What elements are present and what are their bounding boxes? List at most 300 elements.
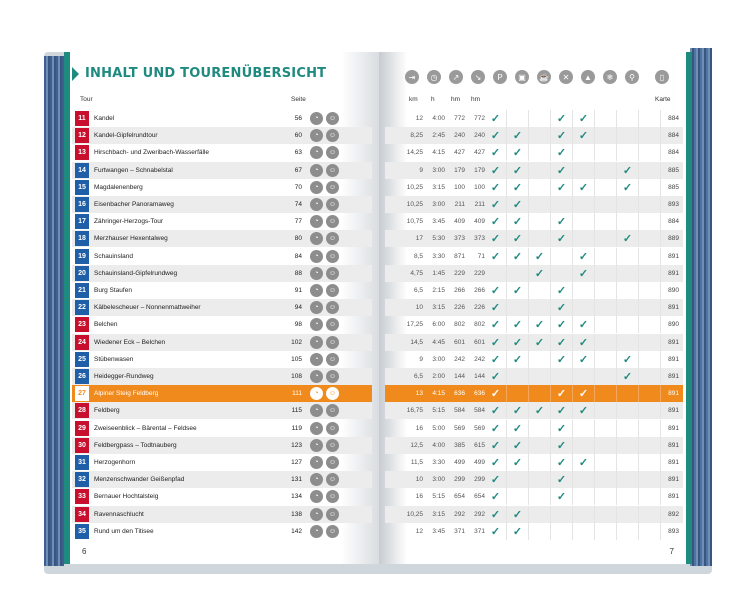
tour-map-number: 892	[668, 510, 679, 518]
clock-icon: ◷	[427, 70, 441, 84]
tour-stats-row	[385, 437, 683, 454]
feature-check	[573, 523, 595, 540]
tour-descent: 292	[474, 510, 485, 518]
tour-row	[72, 420, 372, 437]
difficulty-icons	[310, 129, 339, 142]
tour-descent: 772	[474, 115, 485, 122]
feature-check: ✓	[551, 334, 573, 351]
tour-descent: 229	[474, 269, 485, 277]
tour-name: Kälbelescheuer – Nonnenmattweiher	[94, 304, 201, 312]
tour-map-number: 891	[668, 424, 679, 432]
tour-row	[72, 402, 372, 419]
feature-check	[595, 454, 617, 471]
tour-map-number: 891	[668, 269, 679, 277]
feature-check	[595, 213, 617, 230]
feature-check	[639, 299, 661, 316]
feature-check	[573, 299, 595, 316]
feature-check: ✓	[507, 506, 529, 523]
feature-check: ✓	[485, 523, 507, 540]
tour-name: Kandel	[94, 115, 115, 122]
feature-check: ✓	[573, 334, 595, 351]
feature-check	[529, 282, 551, 299]
feature-check	[529, 144, 551, 161]
tour-descent: 654	[474, 493, 485, 501]
tour-name: Heidegger-Rundweg	[94, 373, 154, 380]
tour-row	[72, 144, 372, 161]
tour-row	[72, 523, 372, 540]
tour-row	[72, 316, 372, 333]
tour-number-badge: 35	[75, 524, 89, 539]
feature-check	[639, 488, 661, 505]
feature-check	[639, 316, 661, 333]
tour-ascent: 601	[454, 338, 465, 346]
tour-number-badge: 11	[75, 111, 89, 126]
col-header-hm-up: hm	[451, 96, 461, 103]
tour-number-badge: 20	[75, 266, 89, 281]
feature-check: ✓	[485, 110, 507, 127]
feature-check: ✓	[485, 471, 507, 488]
feature-check	[529, 488, 551, 505]
tour-duration: 5:30	[432, 235, 445, 243]
family-icon: ☺	[326, 181, 339, 194]
tour-descent: 100	[474, 183, 485, 191]
ascent-icon: ↗	[449, 70, 463, 84]
tour-km: 9	[419, 166, 423, 174]
feature-check	[529, 110, 551, 127]
feature-check	[595, 230, 617, 247]
feature-check: ✓	[507, 420, 529, 437]
feature-check	[529, 420, 551, 437]
page-number-left: 6	[82, 547, 87, 556]
difficulty-icon: ◔	[310, 215, 323, 228]
tour-name: Herzogenhorn	[94, 459, 136, 466]
tour-ascent: 371	[454, 527, 465, 535]
tour-descent: 601	[474, 338, 485, 346]
tour-stats-row	[385, 471, 683, 488]
feature-check	[507, 299, 529, 316]
tour-page: 134	[291, 493, 302, 501]
feature-check: ✓	[485, 282, 507, 299]
feature-check: ✓	[485, 162, 507, 179]
tour-ascent: 499	[454, 459, 465, 466]
descent-icon: ↘	[471, 70, 485, 84]
col-header-hm-down: hm	[471, 96, 481, 103]
difficulty-icon: ◔	[310, 387, 323, 400]
feature-check: ✓	[551, 437, 573, 454]
tour-descent: 615	[474, 441, 485, 449]
tour-duration: 3:15	[432, 183, 445, 191]
feature-check	[529, 506, 551, 523]
feature-check	[617, 265, 639, 282]
feature-check: ✓	[485, 454, 507, 471]
right-page	[379, 52, 692, 564]
tour-number-badge: 29	[75, 421, 89, 436]
restaurant-icon: ☕	[537, 70, 551, 84]
col-header-seite: Seite	[291, 96, 306, 103]
tour-row	[72, 196, 372, 213]
difficulty-icons	[310, 490, 339, 503]
tour-stats-row	[385, 351, 683, 368]
tour-page: 74	[294, 201, 302, 208]
feature-check: ✓	[485, 299, 507, 316]
feature-check	[507, 488, 529, 505]
tour-ascent: 292	[454, 510, 465, 518]
page-title: INHALT UND TOURENÜBERSICHT	[85, 66, 327, 81]
difficulty-icon: ◔	[310, 336, 323, 349]
difficulty-icon: ◔	[310, 284, 323, 297]
tour-map-number: 891	[668, 390, 679, 398]
feature-check	[639, 179, 661, 196]
feature-check	[529, 213, 551, 230]
difficulty-icons	[310, 508, 339, 521]
feature-check: ✓	[551, 127, 573, 144]
feature-check	[595, 248, 617, 265]
feature-check	[529, 385, 551, 402]
feature-check: ✓	[485, 506, 507, 523]
tour-number-badge: 17	[75, 214, 89, 229]
tour-number-badge: 28	[75, 403, 89, 418]
family-icon: ☺	[326, 215, 339, 228]
tour-descent: 373	[474, 235, 485, 243]
difficulty-icon: ◔	[310, 508, 323, 521]
feature-check: ✓	[507, 196, 529, 213]
feature-check	[617, 213, 639, 230]
tour-name: Feldberg	[94, 407, 120, 415]
tour-map-number: 891	[668, 441, 679, 449]
family-icon: ☺	[326, 439, 339, 452]
difficulty-icons	[310, 473, 339, 486]
tour-descent: 636	[474, 390, 485, 398]
feature-check: ✓	[617, 230, 639, 247]
tour-name: Bernauer Hochtalsteig	[94, 493, 159, 501]
feature-check	[639, 265, 661, 282]
feature-check	[551, 196, 573, 213]
feature-check	[639, 523, 661, 540]
difficulty-icons	[310, 370, 339, 383]
difficulty-icons	[310, 164, 339, 177]
feature-check	[639, 144, 661, 161]
feature-check: ✓	[551, 162, 573, 179]
feature-check	[617, 248, 639, 265]
tour-descent: 71	[477, 252, 485, 260]
feature-check	[551, 506, 573, 523]
feature-check: ✓	[551, 471, 573, 488]
tour-ascent: 409	[454, 218, 465, 226]
feature-check	[639, 351, 661, 368]
tour-number-badge: 18	[75, 231, 89, 246]
tour-page: 105	[291, 355, 302, 363]
tour-stats-row	[385, 144, 683, 161]
bus-icon: ▣	[515, 70, 529, 84]
difficulty-icons	[310, 456, 339, 469]
family-icon: ☺	[326, 129, 339, 142]
feature-check	[639, 282, 661, 299]
tour-stats-row	[385, 196, 683, 213]
difficulty-icons	[310, 422, 339, 435]
feature-check	[639, 334, 661, 351]
tour-page: 63	[294, 149, 302, 157]
tour-ascent: 636	[454, 390, 465, 398]
tour-map-number: 891	[668, 373, 679, 380]
feature-check: ✓	[485, 213, 507, 230]
tour-map-number: 885	[668, 166, 679, 174]
difficulty-icons	[310, 353, 339, 366]
tour-stats-row	[385, 213, 683, 230]
feature-check: ✓	[617, 179, 639, 196]
col-header-karte: Karte	[655, 96, 671, 103]
tour-row	[72, 282, 372, 299]
feature-check	[617, 420, 639, 437]
col-header-km: km	[409, 96, 418, 103]
tour-map-number: 884	[668, 218, 679, 226]
feature-check	[639, 230, 661, 247]
tour-km: 16,75	[406, 407, 423, 415]
family-icon: ☺	[326, 198, 339, 211]
feature-check	[551, 523, 573, 540]
feature-check	[573, 437, 595, 454]
feature-check	[617, 488, 639, 505]
tour-km: 9	[419, 355, 423, 363]
tour-map-number: 891	[668, 338, 679, 346]
feature-check: ✓	[573, 385, 595, 402]
feature-check	[595, 402, 617, 419]
tour-duration: 3:00	[432, 201, 445, 208]
col-header-tour: Tour	[80, 96, 93, 103]
feature-check	[639, 196, 661, 213]
tour-name: Burg Staufen	[94, 287, 132, 294]
feature-check	[551, 248, 573, 265]
family-icon: ☺	[326, 250, 339, 263]
snow-icon: ❄	[603, 70, 617, 84]
tour-page: 60	[294, 132, 302, 140]
tour-name: Zähringer-Herzogs-Tour	[94, 218, 163, 226]
feature-check	[595, 162, 617, 179]
feature-check: ✓	[507, 316, 529, 333]
feature-check	[573, 196, 595, 213]
tour-map-number: 891	[668, 355, 679, 363]
tour-row	[72, 265, 372, 282]
tour-map-number: 884	[668, 149, 679, 157]
tour-km: 14,25	[406, 149, 423, 157]
feature-check	[529, 437, 551, 454]
tour-map-number: 884	[668, 115, 679, 122]
feature-check	[639, 437, 661, 454]
tour-number-badge: 16	[75, 197, 89, 212]
book-edge-left	[44, 56, 64, 566]
teal-margin-bar	[64, 52, 70, 564]
tour-number-badge: 12	[75, 128, 89, 143]
feature-check	[617, 316, 639, 333]
feature-check: ✓	[485, 420, 507, 437]
tour-page: 91	[294, 287, 302, 294]
tour-descent: 179	[474, 166, 485, 174]
tour-name: Zweiseenblick – Bärental – Feldsee	[94, 424, 197, 432]
tour-descent: 427	[474, 149, 485, 157]
feature-check: ✓	[507, 282, 529, 299]
difficulty-icons	[310, 525, 339, 538]
tour-number-badge: 15	[75, 180, 89, 195]
tour-page: 77	[294, 218, 302, 226]
tour-km: 16	[415, 424, 423, 432]
tour-row	[72, 488, 372, 505]
feature-check	[617, 299, 639, 316]
bike-icon: ⚲	[625, 70, 639, 84]
tour-row	[72, 230, 372, 247]
tour-duration: 3:00	[432, 166, 445, 174]
feature-check	[617, 437, 639, 454]
col-header-h: h	[431, 96, 435, 103]
tour-name: Belchen	[94, 321, 118, 329]
feature-check: ✓	[507, 127, 529, 144]
feature-check	[595, 196, 617, 213]
feature-check: ✓	[485, 385, 507, 402]
tour-km: 12	[415, 527, 423, 535]
tour-duration: 3:45	[432, 218, 445, 226]
feature-check	[639, 402, 661, 419]
feature-check	[573, 488, 595, 505]
tour-map-number: 884	[668, 132, 679, 140]
tour-ascent: 240	[454, 132, 465, 140]
tour-number-badge: 19	[75, 249, 89, 264]
feature-check: ✓	[485, 144, 507, 161]
feature-check	[595, 351, 617, 368]
tour-stats-row	[385, 110, 683, 127]
tour-name: Feldbergpass – Todtnauberg	[94, 441, 177, 449]
tour-map-number: 891	[668, 407, 679, 415]
tour-km: 13	[415, 390, 423, 398]
feature-check	[639, 162, 661, 179]
tour-descent: 144	[474, 373, 485, 380]
tour-descent: 242	[474, 355, 485, 363]
tour-row	[72, 385, 372, 402]
tour-km: 16	[415, 493, 423, 501]
difficulty-icon: ◔	[310, 232, 323, 245]
tour-km: 10,25	[406, 183, 423, 191]
tour-name: Furtwangen – Schnabelstal	[94, 166, 173, 174]
feature-check: ✓	[551, 385, 573, 402]
feature-check	[507, 471, 529, 488]
tour-duration: 5:00	[432, 424, 445, 432]
tour-page: 80	[294, 235, 302, 243]
feature-check	[639, 385, 661, 402]
difficulty-icon: ◔	[310, 250, 323, 263]
tour-descent: 266	[474, 287, 485, 294]
tour-descent: 299	[474, 476, 485, 484]
feature-check	[551, 368, 573, 385]
difficulty-icons	[310, 284, 339, 297]
page-heading	[72, 66, 326, 81]
summit-icon: ▲	[581, 70, 595, 84]
tour-ascent: 226	[454, 304, 465, 312]
feature-check	[595, 265, 617, 282]
feature-check	[529, 299, 551, 316]
tour-row	[72, 110, 372, 127]
difficulty-icon: ◔	[310, 370, 323, 383]
feature-check	[595, 144, 617, 161]
food-icon: ✕	[559, 70, 573, 84]
difficulty-icon: ◔	[310, 301, 323, 314]
feature-check: ✓	[551, 402, 573, 419]
tour-row	[72, 179, 372, 196]
tour-descent: 226	[474, 304, 485, 312]
family-icon: ☺	[326, 267, 339, 280]
tour-duration: 5:15	[432, 407, 445, 415]
feature-check: ✓	[485, 437, 507, 454]
tour-page: 115	[291, 407, 302, 415]
feature-check: ✓	[617, 162, 639, 179]
feature-check: ✓	[573, 265, 595, 282]
difficulty-icon: ◔	[310, 439, 323, 452]
tour-number-badge: 31	[75, 455, 89, 470]
feature-check: ✓	[573, 402, 595, 419]
tour-ascent: 299	[454, 476, 465, 484]
tour-name: Schauinsland-Gipfelrundweg	[94, 269, 178, 277]
feature-check: ✓	[507, 334, 529, 351]
tour-duration: 2:45	[432, 132, 445, 140]
tour-page: 138	[291, 510, 302, 518]
family-icon: ☺	[326, 456, 339, 469]
difficulty-icons	[310, 181, 339, 194]
feature-check	[507, 385, 529, 402]
tour-duration: 5:15	[432, 493, 445, 501]
tour-stats-row	[385, 454, 683, 471]
tour-page: 70	[294, 183, 302, 191]
tour-descent: 499	[474, 459, 485, 466]
feature-check	[595, 282, 617, 299]
tour-stats-row	[385, 127, 683, 144]
feature-check	[595, 385, 617, 402]
difficulty-icons	[310, 336, 339, 349]
tour-number-badge: 21	[75, 283, 89, 298]
tour-duration: 1:45	[432, 269, 445, 277]
feature-check	[595, 299, 617, 316]
feature-check	[529, 230, 551, 247]
tour-name: Stübenwasen	[94, 355, 134, 363]
feature-check	[595, 420, 617, 437]
tour-ascent: 144	[454, 373, 465, 380]
feature-check	[529, 368, 551, 385]
feature-check	[617, 385, 639, 402]
tour-ascent: 179	[454, 166, 465, 174]
tour-duration: 4:00	[432, 115, 445, 122]
feature-check	[639, 420, 661, 437]
family-icon: ☺	[326, 404, 339, 417]
feature-check: ✓	[573, 316, 595, 333]
feature-check: ✓	[507, 523, 529, 540]
feature-check: ✓	[573, 351, 595, 368]
feature-check	[529, 471, 551, 488]
phone-icon: ▯	[655, 70, 669, 84]
tour-name: Rund um den Titisee	[94, 527, 154, 535]
tour-duration: 6:00	[432, 321, 445, 329]
tour-stats-row	[385, 316, 683, 333]
tour-km: 11,5	[410, 459, 423, 466]
tour-stats-row	[385, 506, 683, 523]
feature-check	[573, 213, 595, 230]
tour-stats-row	[385, 523, 683, 540]
feature-check	[617, 127, 639, 144]
tour-page: 127	[291, 459, 302, 466]
feature-check	[595, 488, 617, 505]
tour-number-badge: 14	[75, 163, 89, 178]
feature-check	[529, 454, 551, 471]
family-icon: ☺	[326, 284, 339, 297]
tour-row	[72, 454, 372, 471]
tour-number-badge: 27	[75, 386, 89, 401]
feature-check	[617, 334, 639, 351]
tour-ascent: 584	[454, 407, 465, 415]
tour-name: Ravennaschlucht	[94, 510, 144, 518]
